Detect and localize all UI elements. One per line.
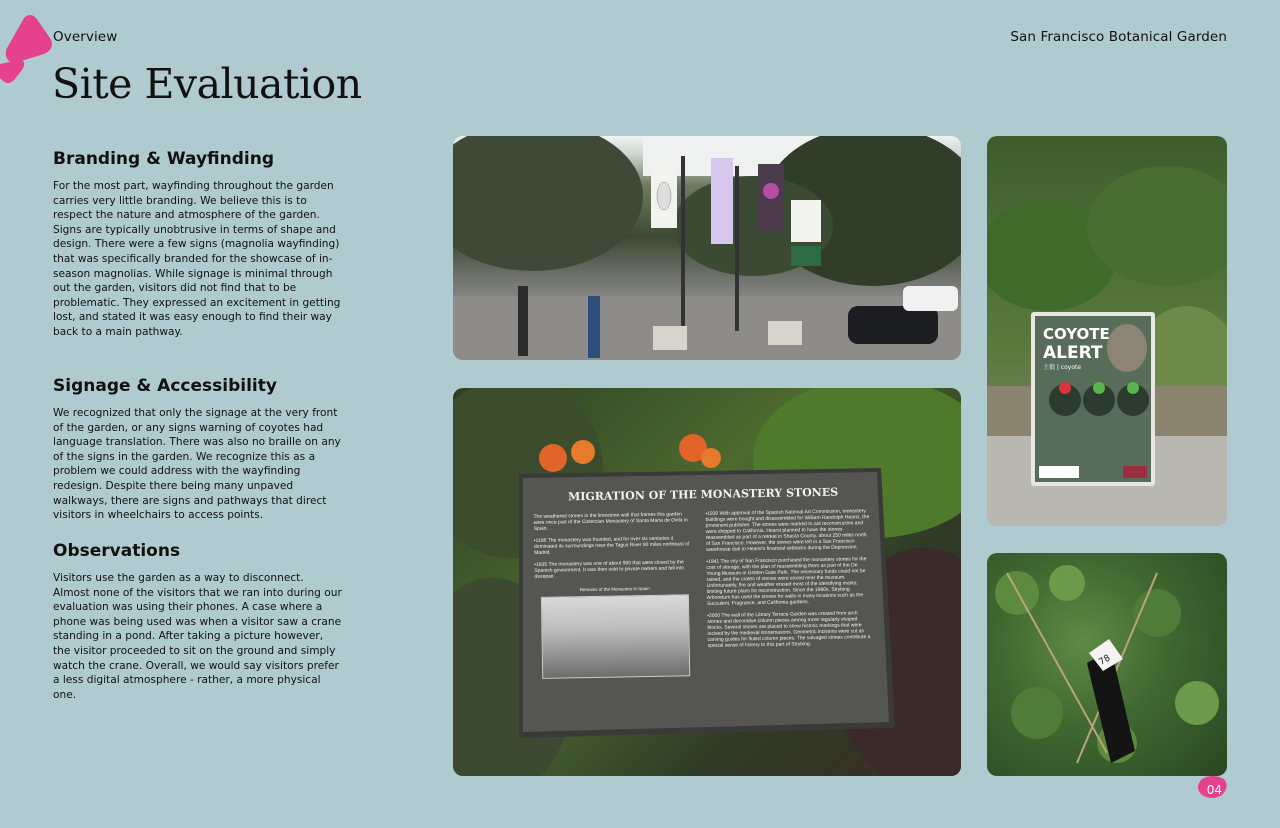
plaque-caption: Remains of the Monastery in Spain <box>579 585 650 593</box>
coyote-title-line2: ALERT <box>1043 343 1103 363</box>
photo-monastery-plaque <box>453 388 961 776</box>
header-organization: San Francisco Botanical Garden <box>1010 29 1227 45</box>
coyote-scene-illustration <box>987 136 1227 526</box>
coyote-subtitle: 土狼 | coyote <box>1043 364 1082 371</box>
section-observations <box>53 541 343 702</box>
photo-coyote-alert-sign <box>987 136 1227 526</box>
plaque-entry-1941: •1941 The city of San Francisco purchased the monastery stones for the cost of storage, with the plan of reassembling them as part of the De Young Museum in Golden Gate Park. The necessary funds could not be raised, and the crates of stones were stored near the museum. Unfortunately, fire and weather erased most of the identifying marks, limiting future plans for reconstruction. Since the 1980s, Strybing Arboretum has used the stones for walls in many locations such as the Succulent, Fragrance, and California gardens. <box>706 556 867 607</box>
monastery-photo <box>541 594 690 679</box>
section-heading: Signage & Accessibility <box>53 376 277 396</box>
plaque-text <box>533 485 877 721</box>
entrance-scene-illustration <box>453 136 961 360</box>
plaque-entry-1186: •1186 The monastery was founded, and for over six centuries it dominated its surroundings near the Tagus River 90 miles northeast of Madrid. <box>533 535 690 556</box>
header-section-label: Overview <box>53 29 118 45</box>
section-body: For the most part, wayfinding throughout the garden carries very little branding. We believe this is to respect the nature and atmosphere of the garden. Signs are typically unobtrusive in terms of shape and design. There were a few signs (magnolia wayfinding) that was specifically branded for the showcase of in-season magnolias. While signage is minimal through out the garden, visitors did not find that to be problematic. They expressed an excitement in getting lost, and stated it was easy enough to find their way back to a main pathway. <box>53 180 341 338</box>
section-body: Visitors use the garden as a way to disconnect. Almost none of the visitors that we ran into during our evaluation was using their phones. A case where a phone was being used was when a visitor saw a crane standing in a pond. After taking a picture however, the visitor proceeded to sit on the ground and simply watch the crane. Overall, we would say visitors prefer a less digital atmosphere - rather, a more physical one. <box>53 572 342 701</box>
marker-scene-illustration <box>987 553 1227 776</box>
plaque-entry-2000: •2000 The wall of the Library Terrace Garden was created from arch stones and decorative column pieces among more regularly shaped blocks. Several stones are placed to show historic markings that were incised by the medieval stonemasons. Geometric incisions were cut as carving guides for fluted column pieces. The salvaged stones contribute a special sense of history to this part of Strybing. <box>707 610 871 649</box>
plaque-entry-1930: •1930 With approval of the Spanish National Art Commission, monastery buildings were bought and disassembled for William Randolph Hearst, the prominent publisher. The stones were marked to aid reconstruction and were shipped to California. Hearst planned to have the stones reassembled as part of a retreat in Shasta County, about 250 miles north of San Francisco. However, the stones were left in a San Francisco warehouse due to Hearst's financial setbacks during the Depression. <box>705 508 870 553</box>
page-title: Site Evaluation <box>52 60 362 108</box>
section-heading: Observations <box>53 541 181 561</box>
section-signage-accessibility <box>53 376 343 523</box>
coyote-title-line1: COYOTE <box>1043 325 1110 343</box>
pink-blob-logo <box>0 14 60 86</box>
section-branding-wayfinding <box>53 149 343 340</box>
photo-garden-entrance <box>453 136 961 360</box>
plaque-intro: The weathered stones in the limestone wall that frames this garden were once part of the Cistercian Monastery of Santa Maria de Ovila in Spain. <box>533 511 688 532</box>
section-heading: Branding & Wayfinding <box>53 149 274 169</box>
marker-label: 78 <box>1097 653 1113 668</box>
page-number: 04 <box>1206 783 1222 797</box>
plaque-entry-1835: •1835 The monastery was one of about 900 that were closed by the Spanish government. It was then sold to private owners and fell into disrepair. <box>534 559 685 580</box>
section-body: We recognized that only the signage at the very front of the garden, or any signs warning of coyotes had language translation. There was also no braille on any of the signs in the garden. We recognize this as a problem we could address with the wayfinding redesign. Despite there being many unpaved walkways, there are signs and pathways that direct visitors in wheelchairs to access points. <box>53 407 341 522</box>
plaque-title: MIGRATION OF THE MONASTERY STONES <box>567 485 839 504</box>
photo-plant-marker <box>987 553 1227 776</box>
